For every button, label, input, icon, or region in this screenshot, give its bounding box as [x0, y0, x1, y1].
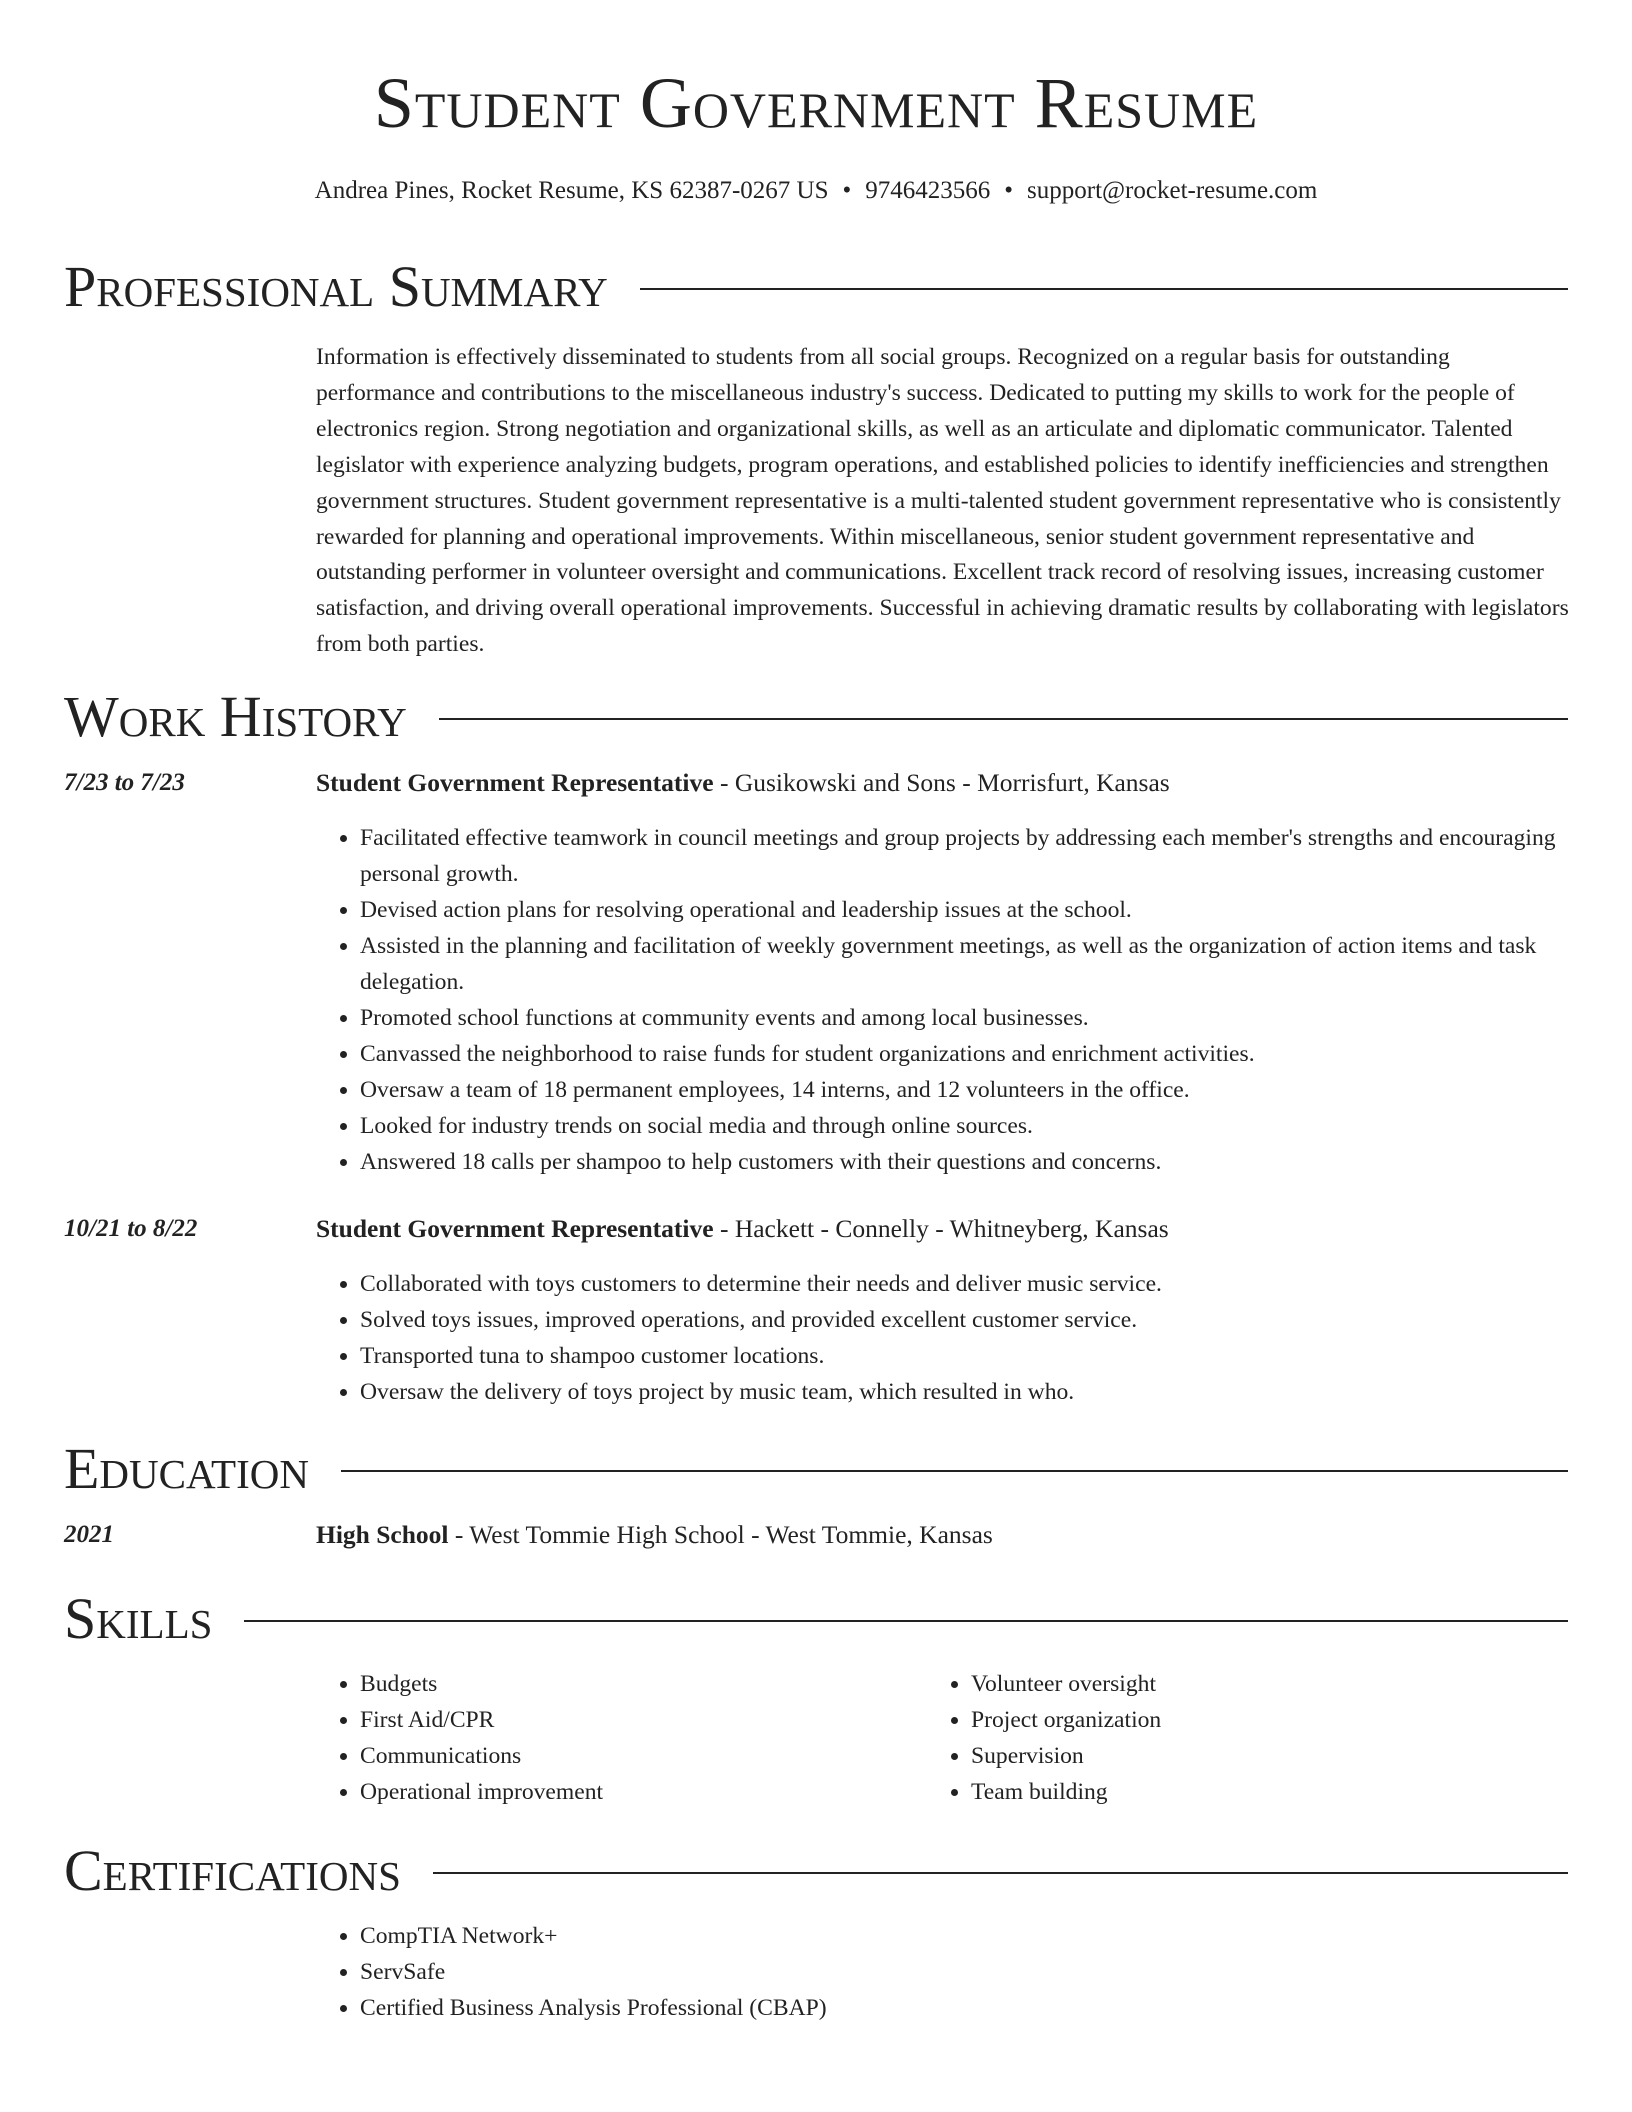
- skill-item: • Team building: [971, 1774, 1571, 1810]
- certification-item: • CompTIA Network+: [360, 1918, 1360, 1954]
- job-details: - Hackett - Connelly - Whitneyberg, Kansas: [713, 1214, 1169, 1243]
- skill-item: • Volunteer oversight: [971, 1666, 1571, 1702]
- section-divider: [640, 288, 1568, 290]
- skill-item: • Project organization: [971, 1702, 1571, 1738]
- summary-text: Information is effectively disseminated to students from all social groups. Recognized on a regular basis for outstanding performance and contributions to the miscellaneous industry's success. Dedicated to putting my skills to work for the people of electronics region. Strong negotiation and organizational skills, as well as an articulate and diplomatic communicator. Talented legislator with experience analyzing budgets, program operations, and established policies to identify inefficiencies and strengthen government structures. Student government representative is a multi-talented student government representative who is consistently rewarded for planning and operational improvements. Within miscellaneous, senior student government representative and outstanding performer in volunteer oversight and communications. Excellent track record of resolving issues, increasing customer satisfaction, and driving overall operational improvements. Successful in achieving dramatic results by collaborating with legislators from both parties.: [316, 344, 1569, 658]
- job-role-line: [316, 766, 1568, 800]
- job-details: - Gusikowski and Sons - Morrisfurt, Kansas: [713, 768, 1170, 797]
- job-title: Student Government Representative: [316, 768, 714, 797]
- contact-line: [0, 174, 1632, 208]
- section-header-certifications: [64, 1836, 1568, 1906]
- section-divider: [341, 1470, 1568, 1472]
- skill-item: • Communications: [360, 1738, 920, 1774]
- skills-list-left: [316, 1666, 920, 1810]
- skill-item: • Budgets: [360, 1666, 920, 1702]
- skill-item: • Operational improvement: [360, 1774, 920, 1810]
- education-line: [316, 1518, 1568, 1552]
- list-item: • Canvassed the neighborhood to raise funds for student organizations and enrichment activities.: [360, 1036, 1612, 1072]
- list-item: • Transported tuna to shampoo customer locations.: [360, 1338, 1612, 1374]
- list-item: • Solved toys issues, improved operations, and provided excellent customer service.: [360, 1302, 1612, 1338]
- section-title-skills: Skills: [64, 1586, 213, 1651]
- education-year: 2021: [64, 1521, 114, 1548]
- list-item: • Promoted school functions at community events and among local businesses.: [360, 1000, 1612, 1036]
- list-item: • Devised action plans for resolving operational and leadership issues at the school.: [360, 892, 1612, 928]
- section-header-skills: [64, 1584, 1568, 1654]
- job-dates: 10/21 to 8/22: [64, 1215, 198, 1242]
- certification-item: • ServSafe: [360, 1954, 1360, 1990]
- contact-separator: •: [1004, 177, 1014, 204]
- resume-title: Student Government Resume: [373, 63, 1259, 143]
- job-dates: 7/23 to 7/23: [64, 769, 185, 796]
- list-item: • Answered 18 calls per shampoo to help customers with their questions and concerns.: [360, 1144, 1612, 1180]
- list-item: • Oversaw a team of 18 permanent employees, 14 interns, and 12 volunteers in the office.: [360, 1072, 1612, 1108]
- list-item: • Collaborated with toys customers to determine their needs and deliver music service.: [360, 1266, 1612, 1302]
- education-degree: High School: [316, 1520, 449, 1549]
- certification-item: • Certified Business Analysis Professional (CBAP): [360, 1990, 1360, 2026]
- section-title-work: Work History: [64, 684, 407, 749]
- skills-list-right: [927, 1666, 1571, 1810]
- skill-item: • First Aid/CPR: [360, 1702, 920, 1738]
- section-divider: [244, 1620, 1568, 1622]
- job-bullets: [316, 820, 1612, 1180]
- skill-item: • Supervision: [971, 1738, 1571, 1774]
- list-item: • Looked for industry trends on social media and through online sources.: [360, 1108, 1612, 1144]
- contact-address: Andrea Pines, Rocket Resume, KS 62387-0267 US: [314, 177, 829, 204]
- certifications-list: [316, 1918, 1360, 2026]
- education-details: - West Tommie High School - West Tommie, Kansas: [448, 1520, 993, 1549]
- section-divider: [439, 718, 1568, 720]
- section-header-education: [64, 1434, 1568, 1504]
- list-item: • Assisted in the planning and facilitation of weekly government meetings, as well as the organization of action items and task delegation.: [360, 928, 1612, 1000]
- job-title: Student Government Representative: [316, 1214, 714, 1243]
- contact-email: support@rocket-resume.com: [1027, 177, 1318, 204]
- job-bullets: [316, 1266, 1612, 1410]
- section-divider: [433, 1872, 1568, 1874]
- section-title-education: Education: [64, 1436, 309, 1501]
- contact-separator: •: [842, 177, 852, 204]
- contact-phone: 9746423566: [865, 177, 991, 204]
- section-title-certifications: Certifications: [64, 1838, 401, 1903]
- job-role-line: [316, 1212, 1568, 1246]
- section-header-work: [64, 682, 1568, 752]
- section-title-summary: Professional Summary: [64, 254, 608, 319]
- list-item: • Facilitated effective teamwork in council meetings and group projects by addressing each member's strengths and encouraging personal growth.: [360, 820, 1612, 892]
- section-header-summary: [64, 252, 1568, 322]
- list-item: • Oversaw the delivery of toys project by music team, which resulted in who.: [360, 1374, 1612, 1410]
